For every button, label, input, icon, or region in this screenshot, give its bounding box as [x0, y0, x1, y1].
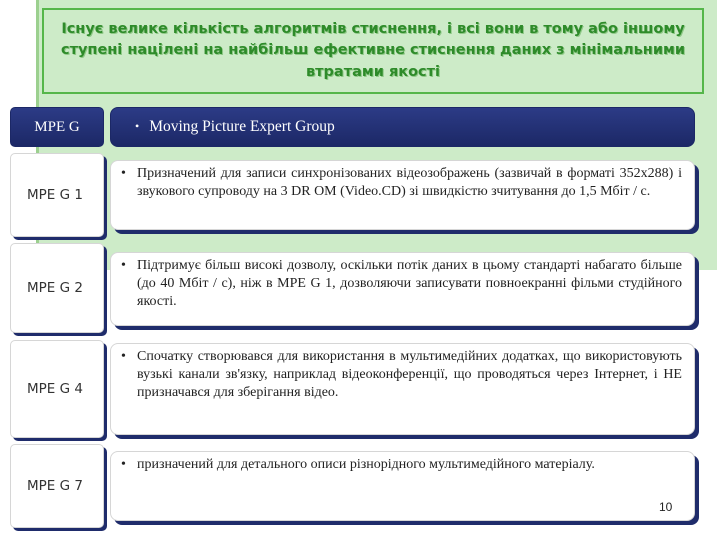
- row-label-mpeg2: MPE G 2: [10, 243, 104, 333]
- row-text: Призначений для записи синхронізованих відеозображень (зазвичай в форматі 352х288) і звукового супроводу на 3 DR OM (Video.CD) зі швидкістю зчитування до 1,5 Мбіт / с.: [137, 166, 682, 199]
- bullet-icon: •: [121, 457, 126, 472]
- row-description-mpeg4: [110, 343, 695, 435]
- bullet-icon: •: [121, 349, 126, 364]
- row-label-mpeg1: MPE G 1: [10, 153, 104, 237]
- row-text: Спочатку створювався для використання в мультимедійних додатках, що використовують вузькі канали зв'язку, наприклад відеоконференції, що проводяться через Інтернет, і НЕ призначався для зберігання відео.: [137, 349, 682, 400]
- page-number: 10: [659, 500, 673, 514]
- row-text: Підтримує більш високі дозволу, оскільки потік даних в цьому стандарті набагато більше (до 40 Мбіт / с), ніж в MPE G 1, дозволяючи записувати повноекранні фільми студійного якості.: [137, 258, 682, 309]
- bullet-icon: •: [121, 258, 126, 273]
- bullet-icon: •: [121, 166, 126, 181]
- row-label-mpeg4: MPE G 4: [10, 340, 104, 438]
- row-text: призначений для детального описи різнорідного мультимедійного матеріалу.: [137, 457, 595, 472]
- header-text: Moving Picture Expert Group: [149, 118, 335, 136]
- bullet-icon: •: [135, 119, 140, 134]
- header-description: [110, 107, 695, 147]
- row-description-mpeg7: [110, 451, 695, 521]
- header-label: MPE G: [10, 107, 104, 147]
- row-description-mpeg1: [110, 160, 695, 230]
- row-description-mpeg2: [110, 252, 695, 326]
- slide-title: Існує велике кількість алгоритмів стиснення, і всі вони в тому або іншому ступені націлені на найбільш ефективне стиснення даних з мінімальними втратами якості: [60, 21, 685, 80]
- row-label-mpeg7: MPE G 7: [10, 444, 104, 528]
